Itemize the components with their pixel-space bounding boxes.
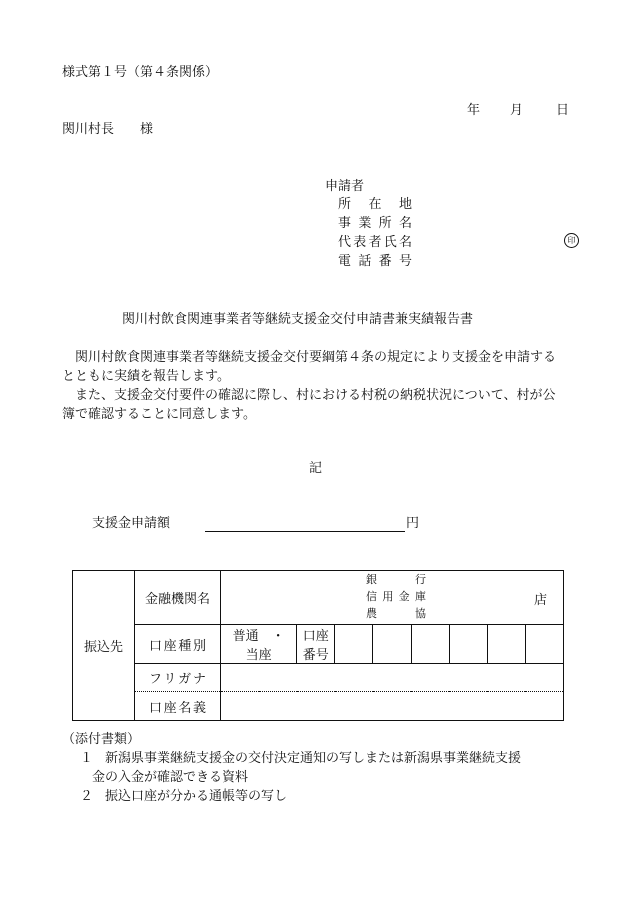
amount-unit: 円	[406, 516, 420, 531]
attachments-heading: （添付書類）	[62, 732, 141, 747]
addressee: 関川村長 様	[62, 122, 154, 137]
account-digit-box[interactable]	[525, 625, 563, 664]
date-month-label: 月	[510, 103, 524, 118]
account-name-label: 口座名義	[135, 692, 221, 721]
date-year-label: 年	[467, 103, 481, 118]
institution-type-shinkin: 信用金庫	[366, 590, 426, 603]
attachment-1-line2: 金の入金が確認できる資料	[92, 770, 249, 785]
institution-type-bank: 銀 行	[366, 573, 426, 586]
paragraph-2: また、支援金交付要件の確認に際し、村における村税の納税状況について、村が公簿で確認することに同意します。	[62, 388, 556, 422]
amount-label: 支援金申請額	[92, 516, 171, 531]
institution-label: 金融機関名	[135, 571, 221, 625]
date-day-label: 日	[556, 103, 570, 118]
seal-mark: 印	[564, 233, 579, 248]
amount-input-line[interactable]	[205, 531, 405, 532]
institution-field[interactable]	[221, 571, 564, 625]
account-type-value[interactable]: 普通 ・ 当座	[221, 625, 297, 664]
account-type-label: 口座種別	[135, 625, 221, 664]
branch-label: 店	[533, 593, 547, 608]
attachment-2-number: ２	[80, 789, 94, 804]
account-digit-box[interactable]	[449, 625, 487, 664]
form-number: 様式第１号（第４条関係）	[62, 65, 219, 80]
field-phone-label: 電話番号	[338, 254, 412, 269]
institution-type-nokyo: 農 協	[366, 607, 426, 620]
account-digit-box[interactable]	[373, 625, 411, 664]
destination-label: 振込先	[73, 571, 135, 721]
furigana-field[interactable]	[221, 664, 564, 692]
applicant-label: 申請者	[325, 179, 365, 194]
attachment-2-line1: 振込口座が分かる通帳等の写し	[105, 789, 288, 804]
attachment-1-number: １	[80, 751, 94, 766]
paragraph-1: 関川村飲食関連事業者等継続支援金交付要綱第４条の規定により支援金を申請するとともに実績を報告します。	[62, 350, 557, 384]
bank-transfer-table	[72, 570, 564, 721]
furigana-label: フリガナ	[135, 664, 221, 692]
attachment-1-line1: 新潟県事業継続支援金の交付決定通知の写しまたは新潟県事業継続支援	[105, 751, 522, 766]
account-digit-box[interactable]	[335, 625, 373, 664]
document-title: 関川村飲食関連事業者等継続支援金交付申請書兼実績報告書	[122, 312, 474, 327]
account-name-field[interactable]	[221, 692, 564, 721]
field-representative-label: 代表者氏名	[338, 235, 412, 250]
account-number-label: 口座番号	[297, 625, 335, 664]
account-digit-box[interactable]	[487, 625, 525, 664]
field-business-name-label: 事業所名	[338, 216, 412, 231]
ki-heading: 記	[309, 461, 323, 476]
account-digit-box[interactable]	[411, 625, 449, 664]
field-address-label: 所在地	[338, 197, 412, 212]
